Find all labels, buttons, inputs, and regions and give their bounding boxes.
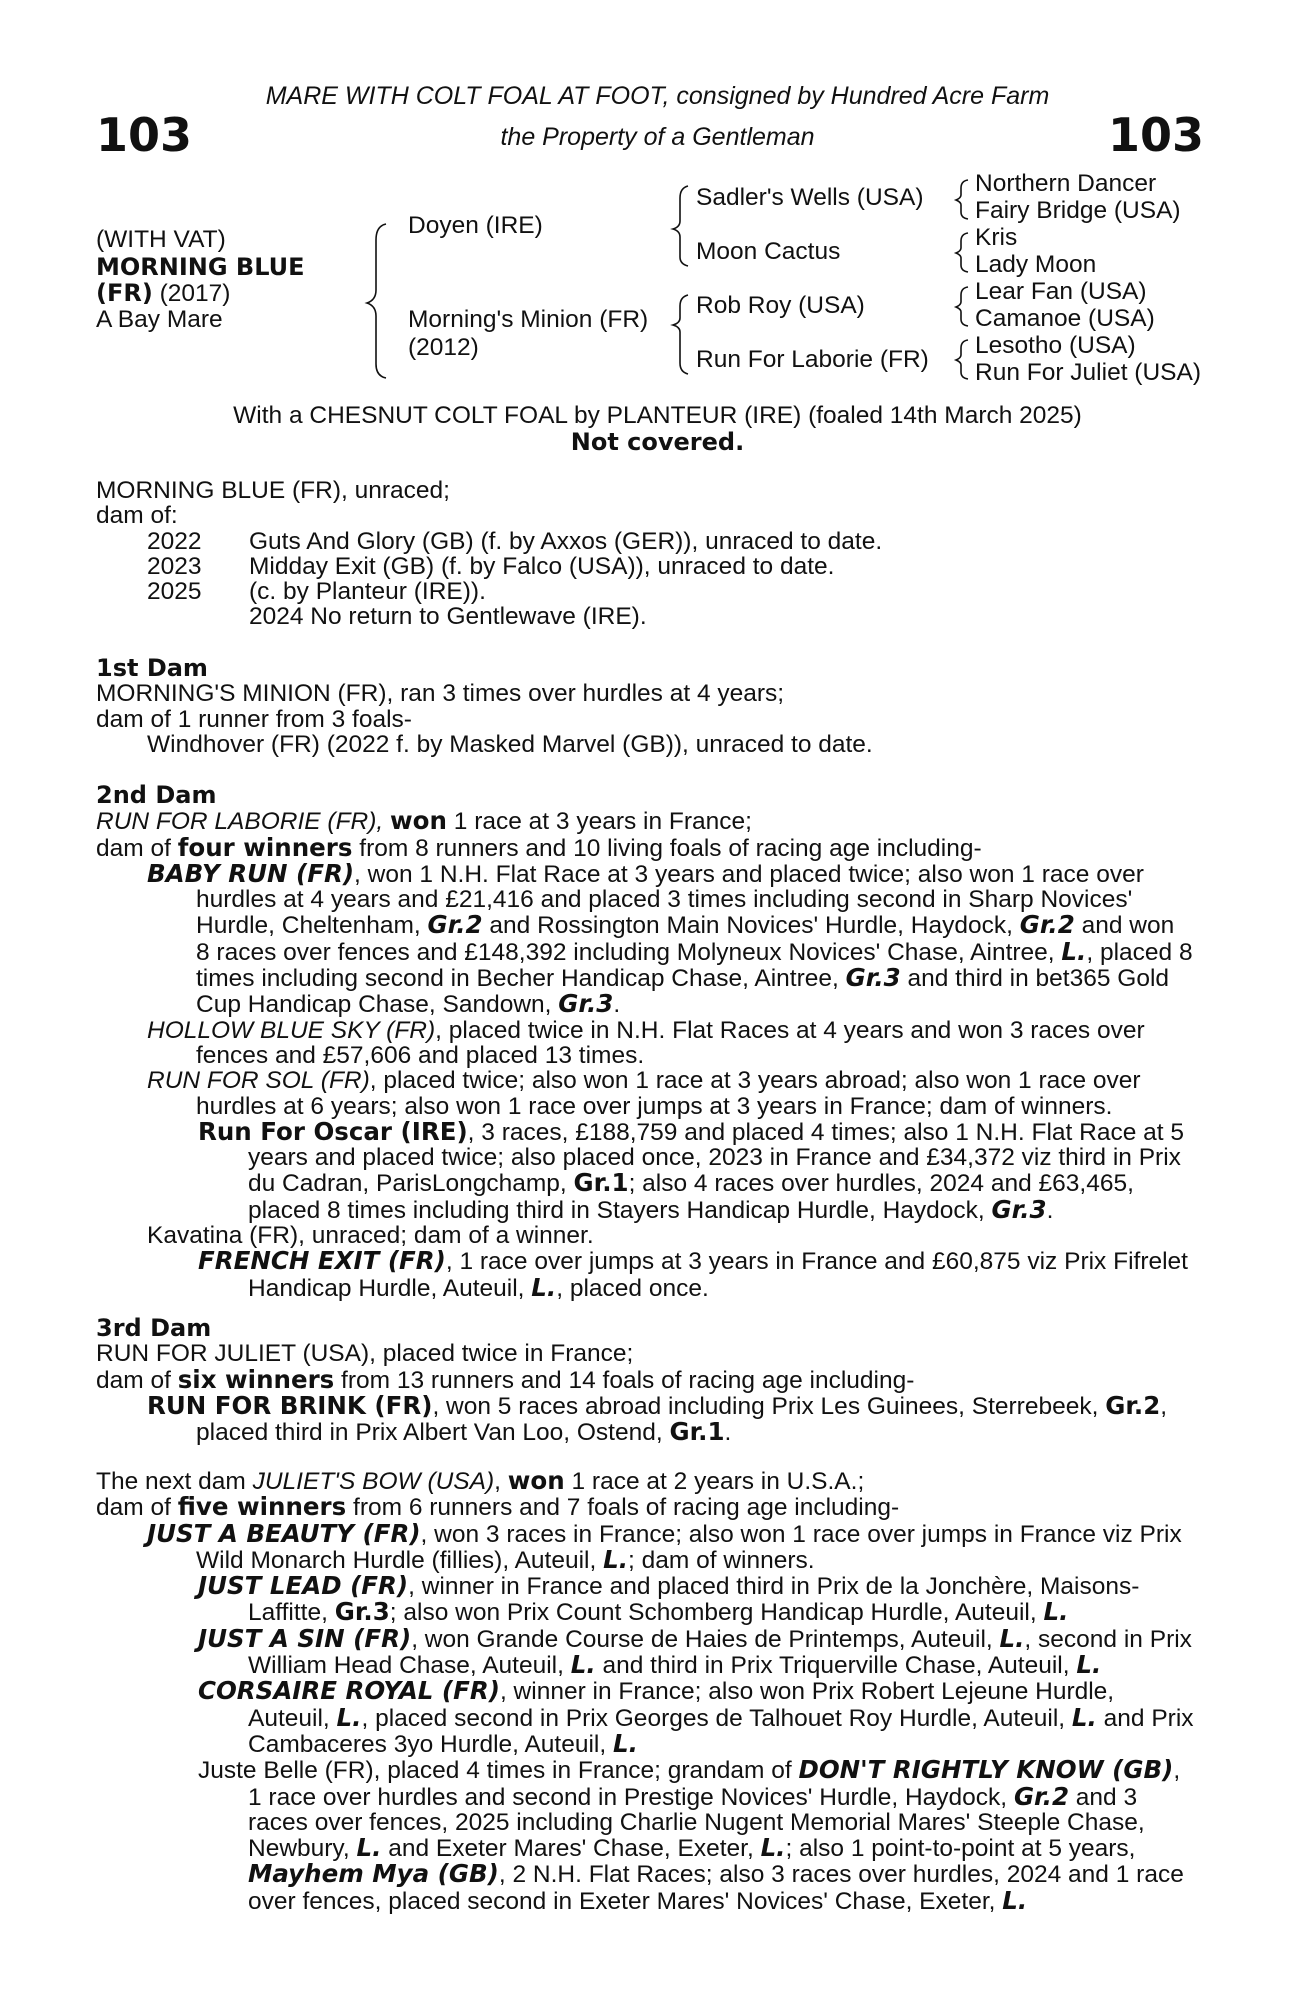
grade-badge: Gr.3 [991, 1194, 1047, 1224]
produce-row [96, 579, 1194, 604]
entry-text: , 1 race over jumps at 3 years in France and £60,875 viz Prix Fifrelet Handicap Hurdle, Auteuil, [248, 1248, 1188, 1302]
grade-badge: Gr.2 [1105, 1390, 1161, 1420]
horse-just-a-sin: JUST A SIN (FR) [198, 1623, 412, 1653]
entry-text: , placed third in Prix Albert Van Loo, Ostend, [196, 1392, 1168, 1447]
separator: , [494, 1468, 508, 1495]
next-dam-prefix: The next dam [96, 1468, 253, 1495]
lot-number-left: 103 [96, 108, 193, 162]
produce-dam-of: dam of: [96, 502, 178, 530]
grade-badge: Gr.2 [427, 910, 483, 940]
property-line: the Property of a Gentleman [500, 123, 815, 151]
grade-badge: L. [336, 1702, 362, 1732]
horse-name: MORNING BLUE [96, 253, 305, 281]
produce-year: 2025 [147, 578, 202, 606]
sire-dam: Moon Cactus [696, 238, 841, 265]
next-dam-line [96, 1468, 1194, 1494]
damof-prefix: dam of [96, 1366, 178, 1394]
sire-sire: Sadler's Wells (USA) [696, 184, 924, 211]
entry-kavatina: Kavatina (FR), unraced; dam of a winner. [147, 1222, 594, 1250]
vat-note: (WITH VAT) [96, 226, 226, 253]
entry-text: and third in bet365 Gold Cup Handicap Chase, Sandown, [196, 965, 1170, 1019]
g-brace-4 [956, 340, 968, 379]
grade-badge: L. [612, 1728, 638, 1758]
entry-text: , winner in France and placed third in Prix de la Jonchère, Maisons-Laffitte, [248, 1573, 1140, 1627]
produce-year: 2023 [147, 552, 202, 580]
dam-name: Morning's Minion (FR) [408, 306, 649, 333]
entry-just-lead [96, 1573, 1194, 1626]
second-dam-section [96, 783, 1194, 1301]
ancestor-2: Fairy Bridge (USA) [975, 197, 1181, 224]
g-brace-1 [956, 180, 968, 219]
ancestor-7: Lesotho (USA) [975, 332, 1136, 359]
entry-text: , placed twice; also won 1 race at 3 years abroad; also won 1 race over hurdles at 6 years; also won 1 race over jumps at 3 years in France; dam of winners. [196, 1067, 1141, 1120]
entry-text: , 3 races, £188,759 and placed 4 times; also 1 N.H. Flat Race at 5 years and placed twice; also placed once, 2023 in France and £34,372 viz third in Prix du Cadran, ParisLongchamp, [248, 1118, 1184, 1198]
entry-text: , 2 N.H. Flat Races; also 3 races over hurdles, 2024 and 1 race over fences, placed second in Exeter Mares' Novices' Chase, Exeter, [248, 1861, 1184, 1915]
entry-text: , winner in France; also won Prix Robert Lejeune Hurdle, Auteuil, [248, 1678, 1115, 1732]
horse-corsaire-royal: CORSAIRE ROYAL (FR) [198, 1676, 500, 1706]
entry-text: ; also 1 point-to-point at 5 years, [785, 1835, 1136, 1863]
entry-text: , placed once. [556, 1274, 709, 1302]
sire-name: Doyen (IRE) [408, 212, 543, 239]
dam-brace [673, 295, 688, 374]
first-dam-line-3: Windhover (FR) (2022 f. by Masked Marvel (GB)), unraced to date. [147, 730, 873, 758]
second-dam-line [96, 808, 1194, 834]
grade-badge: L. [531, 1272, 557, 1302]
grade-badge: L. [999, 1623, 1025, 1653]
horse-description: A Bay Mare [96, 306, 223, 333]
ancestor-5: Lear Fan (USA) [975, 278, 1147, 305]
grade-badge: L. [760, 1833, 786, 1863]
entry-juste-belle [96, 1757, 1194, 1914]
horse-run-for-oscar: Run For Oscar (IRE) [198, 1116, 468, 1146]
next-dam-rest: 1 race at 2 years in U.S.A.; [564, 1468, 865, 1495]
horse-baby-run: BABY RUN (FR) [147, 858, 355, 888]
dam-year: (2012) [408, 334, 479, 361]
entry-text: ; also won Prix Count Schomberg Handicap Hurdle, Auteuil, [389, 1599, 1044, 1627]
next-dam-section [96, 1468, 1194, 1914]
damof-suffix: from 13 runners and 14 foals of racing age including- [334, 1366, 915, 1394]
first-dam-heading: 1st Dam [96, 654, 208, 682]
entry-just-a-sin [96, 1623, 1194, 1680]
damof-prefix: dam of [96, 834, 178, 862]
entry-text: , won 1 N.H. Flat Race at 3 years and placed twice; also won 1 race over hurdles at 4 years and £21,416 and placed 3 times including second in Sharp Novices' Hurdle, Cheltenham, [196, 860, 1144, 940]
produce-record [96, 478, 1194, 630]
horse-country: (FR) [96, 279, 153, 307]
entry-text: , won 5 races abroad including Prix Les Guinees, Sterrebeek, [432, 1392, 1106, 1420]
entry-text: , placed 8 times including second in Becher Handicap Chase, Aintree, [196, 938, 1193, 993]
entry-text: and Rossington Main Novices' Hurdle, Haydock, [482, 912, 1020, 940]
entry-text: and 3 races over fences, 2025 including Charlie Nugent Memorial Mares' Steeple Chase, Newbury, [248, 1783, 1145, 1863]
entry-text: Juste Belle (FR), placed 4 times in France; grandam of [198, 1757, 799, 1785]
produce-text: Guts And Glory (GB) (f. by Axxos (GER)), unraced to date. [249, 527, 883, 555]
winners-count: six winners [177, 1364, 335, 1394]
entry-text: , placed second in Prix Georges de Talhouet Roy Hurdle, Auteuil, [361, 1704, 1072, 1732]
horse-mayhem-mya: Mayhem Mya (GB) [248, 1859, 499, 1889]
horse-french-exit: FRENCH EXIT (FR) [198, 1246, 446, 1276]
grade-badge: Gr.2 [1019, 910, 1075, 940]
entry-corsaire-royal [96, 1678, 1194, 1757]
grade-badge: L. [1071, 1702, 1097, 1732]
produce-intro: MORNING BLUE (FR), unraced; [96, 477, 450, 504]
entry-text: and won 8 races over fences and £148,392 including Molyneux Novices' Chase, Aintree, [196, 912, 1175, 966]
entry-hollow-blue-sky [96, 1018, 1194, 1069]
horse-hollow-blue-sky: HOLLOW BLUE SKY (FR) [147, 1016, 436, 1044]
winners-count: four winners [177, 832, 353, 862]
grade-badge: Gr.1 [573, 1168, 629, 1198]
grade-badge: Gr.2 [1013, 1781, 1069, 1811]
third-dam-damof [96, 1364, 1194, 1394]
entry-baby-run [96, 858, 1194, 1019]
horse-just-a-beauty: JUST A BEAUTY (FR) [147, 1518, 421, 1548]
dam-dam: Run For Laborie (FR) [696, 346, 929, 373]
second-dam-heading: 2nd Dam [96, 781, 217, 809]
grade-badge: L. [356, 1833, 382, 1863]
entry-text: . [1046, 1196, 1054, 1224]
grade-badge: L. [1002, 1885, 1028, 1915]
entry-text: , second in Prix William Head Chase, Auteuil, [248, 1625, 1192, 1680]
entry-text: and third in Prix Triquerville Chase, Auteuil, [595, 1652, 1077, 1680]
third-dam-section [96, 1316, 1194, 1445]
grade-badge: L. [570, 1650, 596, 1680]
second-dam-rest: 1 race at 3 years in France; [446, 808, 752, 836]
won-label: won [390, 806, 447, 836]
first-dam-section [96, 656, 1194, 757]
ancestor-6: Camanoe (USA) [975, 305, 1155, 332]
g-brace-3 [956, 287, 968, 326]
entry-french-exit [96, 1248, 1194, 1301]
horse-run-for-sol: RUN FOR SOL (FR) [147, 1067, 370, 1095]
covering-status: Not covered. [570, 428, 745, 456]
produce-text: Midday Exit (GB) (f. by Falco (USA)), unraced to date. [249, 552, 835, 580]
grade-badge: L. [1043, 1597, 1069, 1627]
ancestor-8: Run For Juliet (USA) [975, 359, 1202, 386]
produce-year: 2022 [147, 527, 202, 555]
third-dam-heading: 3rd Dam [96, 1314, 212, 1342]
entry-run-for-brink [96, 1390, 1194, 1447]
dam-sire: Rob Roy (USA) [696, 292, 865, 319]
horse-run-for-brink: RUN FOR BRINK (FR) [147, 1390, 433, 1420]
damof-suffix: from 8 runners and 10 living foals of racing age including- [352, 834, 982, 862]
first-dam-line-2: dam of 1 runner from 3 foals- [96, 705, 412, 733]
horse-year: (2017) [159, 280, 231, 307]
won-label: won [507, 1466, 565, 1495]
next-dam-damof [96, 1494, 1194, 1520]
third-dam-line-1: RUN FOR JULIET (USA), placed twice in France; [96, 1340, 634, 1368]
grade-badge: L. [1061, 936, 1087, 966]
grade-badge: Gr.1 [669, 1417, 725, 1447]
main-brace [367, 224, 386, 378]
entry-text: ; dam of winners. [628, 1546, 815, 1574]
entry-text: , placed twice in N.H. Flat Races at 4 years and won 3 races over fences and £57,606 and placed 13 times. [196, 1016, 1145, 1069]
next-dam-name: JULIET'S BOW (USA) [252, 1468, 495, 1495]
entry-text: and Exeter Mares' Chase, Exeter, [381, 1835, 761, 1863]
entry-run-for-oscar [96, 1116, 1194, 1224]
grade-badge: Gr.3 [334, 1597, 390, 1627]
g-brace-2 [956, 233, 968, 272]
damof-prefix: dam of [96, 1494, 178, 1522]
entry-text: . [613, 991, 621, 1019]
entry-run-for-sol [96, 1068, 1194, 1119]
entry-text: , 1 race over hurdles and second in Prestige Novices' Hurdle, Haydock, [248, 1757, 1181, 1811]
produce-row [96, 529, 1194, 554]
damof-suffix: from 6 runners and 7 foals of racing age including- [346, 1494, 900, 1522]
lot-number-right: 103 [1107, 108, 1204, 162]
consignment-line: MARE WITH COLT FOAL AT FOOT, consigned by Hundred Acre Farm [265, 82, 1050, 110]
horse-dont-rightly-know: DON'T RIGHTLY KNOW (GB) [798, 1755, 1174, 1785]
sire-brace [673, 186, 688, 266]
entry-text: . [724, 1419, 732, 1447]
second-dam-damof [96, 832, 1194, 862]
ancestor-1: Northern Dancer [975, 170, 1157, 197]
first-dam-line-1: MORNING'S MINION (FR), ran 3 times over hurdles at 4 years; [96, 680, 785, 708]
entry-text: ; also 4 races over hurdles, 2024 and £63,465, placed 8 times including third in Stayers Handicap Hurdle, Haydock, [248, 1170, 1134, 1224]
second-dam-name: RUN FOR LABORIE (FR), [96, 808, 384, 836]
produce-text: (c. by Planteur (IRE)). [249, 578, 486, 606]
foal-line: With a CHESNUT COLT FOAL by PLANTEUR (IRE) (foaled 14th March 2025) [233, 402, 1082, 429]
entry-text: , won Grande Course de Haies de Printemps, Auteuil, [411, 1625, 1000, 1653]
ancestor-3: Kris [975, 224, 1018, 251]
winners-count: five winners [177, 1492, 347, 1522]
ancestor-4: Lady Moon [975, 251, 1097, 278]
entry-text: and Prix Cambaceres 3yo Hurdle, Auteuil, [248, 1704, 1194, 1758]
produce-note: 2024 No return to Gentlewave (IRE). [249, 603, 647, 631]
grade-badge: L. [603, 1544, 629, 1574]
produce-row [96, 554, 1194, 579]
grade-badge: L. [1076, 1650, 1102, 1680]
horse-just-lead: JUST LEAD (FR) [198, 1571, 409, 1601]
grade-badge: Gr.3 [558, 989, 614, 1019]
entry-just-a-beauty [96, 1518, 1194, 1574]
entry-text: , won 3 races in France; also won 1 race over jumps in France viz Prix Wild Monarch Hurdle (fillies), Auteuil, [196, 1520, 1182, 1574]
grade-badge: Gr.3 [845, 963, 901, 993]
